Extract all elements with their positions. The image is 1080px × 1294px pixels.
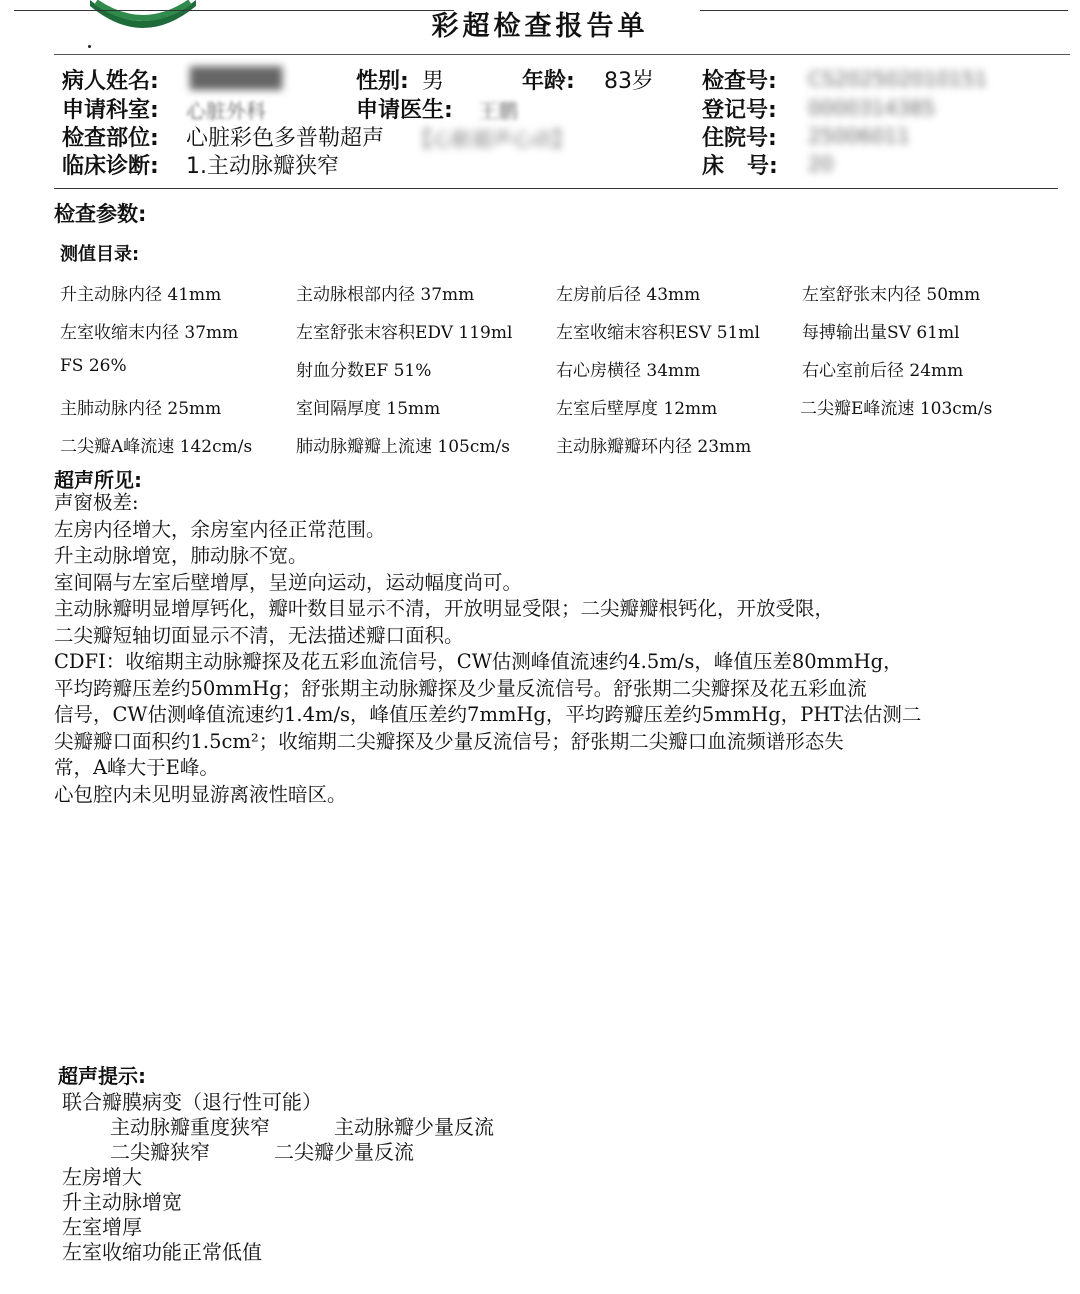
- meas-r4c0: 二尖瓣A峰流速 142cm/s: [60, 437, 253, 457]
- finding-line: 平均跨瓣压差约50mmHg；舒张期主动脉瓣探及少量反流信号。舒张期二尖瓣探及花五彩血流: [54, 676, 867, 700]
- params-subtitle: 测值目录:: [60, 244, 140, 265]
- impression-line2a: 主动脉瓣重度狭窄: [110, 1115, 270, 1139]
- finding-line: 主动脉瓣明显增厚钙化，瓣叶数目显示不清，开放明显受限；二尖瓣瓣根钙化，开放受限，: [54, 597, 835, 620]
- impression-line5: 升主动脉增宽: [62, 1190, 182, 1214]
- finding-line: 信号，CW估测峰值流速约1.4m/s，峰值压差约7mmHg，平均跨瓣压差约5mmHg，PHT法估测二: [54, 703, 922, 726]
- meas-r0c1: 主动脉根部内径 37mm: [296, 285, 475, 305]
- part-label: 检查部位:: [62, 126, 159, 151]
- age-label: 年龄:: [522, 69, 575, 94]
- age-value: 83岁: [604, 69, 654, 94]
- finding-line: 左房内径增大，余房室内径正常范围。: [54, 517, 386, 541]
- finding-line: 升主动脉增宽，肺动脉不宽。: [54, 544, 308, 567]
- finding-line: 二尖瓣短轴切面显示不清，无法描述瓣口面积。: [54, 623, 464, 647]
- top-right-rule: [700, 10, 1068, 11]
- impression-line6: 左室增厚: [62, 1215, 142, 1239]
- sex-value: 男: [422, 69, 445, 94]
- part-extra: 【心脏超声心动】: [412, 127, 572, 151]
- finding-line: 尖瓣瓣口面积约1.5cm²；收缩期二尖瓣探及少量反流信号；舒张期二尖瓣口血流频谱形态失: [54, 729, 844, 753]
- impression-line2b: 主动脉瓣少量反流: [334, 1115, 494, 1139]
- meas-r4c1: 肺动脉瓣瓣上流速 105cm/s: [296, 437, 510, 457]
- doctor-value: 王鹏: [478, 99, 518, 123]
- part-value: 心脏彩色多普勒超声: [186, 126, 385, 151]
- reg-no-value: 0000314385: [808, 96, 936, 120]
- params-title: 检查参数:: [54, 202, 147, 226]
- impression-line3b: 二尖瓣少量反流: [274, 1140, 414, 1164]
- header-top-rule: [54, 54, 1070, 55]
- findings-body: [54, 490, 1044, 808]
- dept-value: 心脏外科: [186, 99, 266, 123]
- impression-line7: 左室收缩功能正常低值: [62, 1240, 262, 1264]
- finding-line: CDFI：收缩期主动脉瓣探及花五彩血流信号，CW估测峰值流速约4.5m/s，峰值压差80mmHg，: [54, 650, 903, 673]
- doctor-label: 申请医生:: [356, 98, 453, 123]
- header-bottom-rule: [54, 188, 1058, 189]
- exam-no-label: 检查号:: [702, 69, 777, 94]
- impression-line4: 左房增大: [62, 1165, 142, 1189]
- meas-r3c3: 二尖瓣E峰流速 103cm/s: [800, 399, 993, 419]
- finding-line: 心包腔内未见明显游离液性暗区。: [54, 782, 347, 806]
- finding-line: 室间隔与左室后壁增厚，呈逆向运动，运动幅度尚可。: [54, 570, 523, 594]
- bed-value: 20: [808, 152, 834, 176]
- inpatient-value: 25006011: [808, 124, 910, 148]
- meas-r4c2: 主动脉瓣瓣环内径 23mm: [556, 437, 752, 457]
- reg-no-label: 登记号:: [702, 98, 777, 123]
- meas-r1c1: 左室舒张末容积EDV 119ml: [296, 323, 513, 343]
- bed-label: 床 号:: [702, 154, 778, 179]
- impression-line1: 联合瓣膜病变（退行性可能）: [62, 1090, 322, 1114]
- finding-line: 常，A峰大于E峰。: [54, 756, 219, 779]
- impression-line3a: 二尖瓣狭窄: [110, 1140, 210, 1164]
- dept-label: 申请科室:: [62, 98, 159, 123]
- speck: [88, 45, 91, 48]
- sex-label: 性别:: [356, 69, 409, 94]
- patient-name-label: 病人姓名:: [62, 69, 159, 94]
- finding-line: 声窗极差:: [54, 491, 139, 514]
- meas-r1c2: 左室收缩末容积ESV 51ml: [556, 323, 760, 343]
- meas-r3c2: 左室后壁厚度 12mm: [556, 399, 718, 419]
- top-left-rule: [14, 10, 454, 11]
- diag-value: 1.主动脉瓣狭窄: [186, 154, 339, 179]
- meas-r0c0: 升主动脉内径 41mm: [60, 285, 222, 305]
- meas-r0c3: 左室舒张末内径 50mm: [802, 285, 981, 305]
- meas-r3c1: 室间隔厚度 15mm: [296, 399, 441, 419]
- meas-r2c1: 射血分数EF 51%: [296, 361, 432, 381]
- meas-r2c0: FS 26%: [60, 356, 127, 376]
- patient-name-value: ██████: [190, 66, 283, 90]
- meas-r2c2: 右心房横径 34mm: [556, 361, 701, 381]
- meas-r2c3: 右心室前后径 24mm: [802, 361, 964, 381]
- impression-title: 超声提示:: [58, 1064, 146, 1088]
- findings-title: 超声所见:: [54, 468, 142, 492]
- report-title: 彩超检查报告单: [431, 11, 649, 42]
- meas-r1c0: 左室收缩末内径 37mm: [60, 323, 239, 343]
- inpatient-label: 住院号:: [702, 126, 777, 151]
- exam-no-value: CS202502010151: [808, 67, 988, 91]
- meas-r3c0: 主肺动脉内径 25mm: [60, 399, 222, 419]
- meas-r1c3: 每搏输出量SV 61ml: [802, 323, 960, 343]
- diag-label: 临床诊断:: [62, 154, 159, 179]
- meas-r0c2: 左房前后径 43mm: [556, 285, 701, 305]
